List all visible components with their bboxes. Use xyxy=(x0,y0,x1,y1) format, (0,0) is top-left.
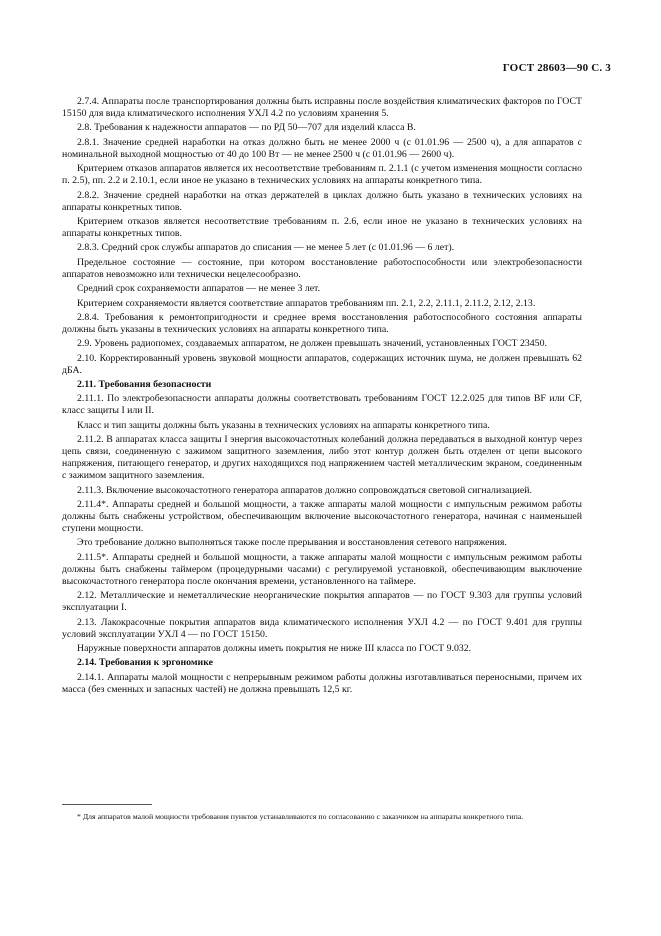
paragraph-2-11-5: 2.11.5*. Аппараты средней и большой мощности, а также аппараты малой мощности с импульсным режимом работы должны быть снабжены таймером (процедурными часами) с регулируемой установкой, обеспечивающим выключение высокочастотного генератора после окончания времени, установленного на таймере. xyxy=(62,551,582,587)
paragraph-2-7-4: 2.7.4. Аппараты после транспортирования должны быть исправны после воздействия климатических факторов по ГОСТ 15150 для вида климатического исполнения УХЛ 4.2 по условиям хранения 5. xyxy=(62,96,582,119)
paragraph-2-13: 2.13. Лакокрасочные покрытия аппаратов вида климатического исполнения УХЛ 4.2 — по ГОСТ 9.401 для группы условий эксплуатации УХЛ 4 — по ГОСТ 15150. xyxy=(62,616,582,640)
paragraph-storage-criterion: Критерием сохраняемости является соответствие аппаратов требованиям пп. 2.1, 2.2, 2.11.1, 2.11.2, 2.12, 2.13. xyxy=(77,297,536,309)
paragraph-2-9: 2.9. Уровень радиопомех, создаваемых аппаратом, не должен превышать значений, установленных ГОСТ 23450. xyxy=(77,338,547,350)
footnote-divider xyxy=(62,804,152,805)
paragraph-failure-criterion-2: Критерием отказов является несоответствие требованиям п. 2.6, если иное не указано в технических условиях на аппараты конкретных типов. xyxy=(62,215,582,239)
paragraph-2-11-4: 2.11.4*. Аппараты средней и большой мощности, а также аппараты малой мощности с импульсным режимом работы должны быть снабжены устройством, обеспечивающим включение высокочастотного генератора, начиная с наименьшей ступени мощности. xyxy=(62,499,582,535)
paragraph-2-8-3: 2.8.3. Средний срок службы аппаратов до списания — не менее 5 лет (с 01.01.96 — 6 лет). xyxy=(77,242,455,254)
page-header: ГОСТ 28603—90 С. 3 xyxy=(502,62,611,74)
document-body xyxy=(62,96,582,698)
paragraph-2-8: 2.8. Требования к надежности аппаратов — по РД 50—707 для изделий класса В. xyxy=(77,122,416,134)
paragraph-2-8-1: 2.8.1. Значение средней наработки на отказ должно быть не менее 2000 ч (с 01.01.96 — 2500 ч), а для аппаратов с номинальной выходной мощностью от 40 до 100 Вт — не менее 2500 ч (с 01.01.96 — 2600 ч). xyxy=(62,136,582,160)
footnote: * Для аппаратов малой мощности требования пунктов устанавливаются по согласованию с заказчиком на аппараты конкретного типа. xyxy=(77,812,524,821)
paragraph-protection-class: Класс и тип защиты должны быть указаны в технических условиях на аппараты конкретного типа. xyxy=(77,419,490,431)
paragraph-2-8-4: 2.8.4. Требования к ремонтопригодности и среднее время восстановления работоспособного состояния аппараты должны быть указаны в технических условиях на аппараты конкретного типа. xyxy=(62,311,582,335)
paragraph-2-11-2: 2.11.2. В аппаратах класса защиты I энергия высокочастотных колебаний должна передаваться в выходной контур через цепь связи, соединенную с зажимом защитного заземления, либо этот контур должен быть отделен от цепи высокого напряжения, питающего генератор, и других находящихся под напряжением частей металлическим экраном, соединенным с зажимом защитного заземления. xyxy=(62,434,582,482)
paragraph-outer-surfaces: Наружные поверхности аппаратов должны иметь покрытия не ниже III класса по ГОСТ 9.032. xyxy=(77,642,472,654)
section-heading-ergonomics: 2.14. Требования к эргономике xyxy=(77,657,213,669)
paragraph-2-8-2: 2.8.2. Значение средней наработки на отказ держателей в циклах должно быть указано в технических условиях на аппараты конкретных типов. xyxy=(62,189,582,213)
paragraph-2-10: 2.10. Корректированный уровень звуковой мощности аппаратов, содержащих источник шума, не должен превышать 62 дБА. xyxy=(62,352,582,376)
section-heading-safety: 2.11. Требования безопасности xyxy=(77,379,212,391)
paragraph-storage-term: Средний срок сохраняемости аппаратов — не менее 3 лет. xyxy=(77,283,321,295)
paragraph-failure-criterion: Критерием отказов аппаратов является их несоответствие требованиям п. 2.1.1 (с учетом изменения мощности согласно п. 2.5), пп. 2.2 и 2.10.1, если иное не указано в технических условиях на аппараты конкретного типа. xyxy=(62,163,582,187)
paragraph-mains-restore: Это требование должно выполняться также после прерывания и восстановления сетевого напряжения. xyxy=(77,537,507,549)
paragraph-2-11-3: 2.11.3. Включение высокочастотного генератора аппаратов должно сопровождаться световой сигнализацией. xyxy=(77,484,532,496)
paragraph-2-14-1: 2.14.1. Аппараты малой мощности с непрерывным режимом работы должны изготавливаться переносными, причем их масса (без сменных и запасных частей) не должна превышать 12,5 кг. xyxy=(62,671,582,695)
paragraph-limit-state: Предельное состояние — состояние, при котором восстановление работоспособности или электробезопасности аппаратов невозможно или технически нецелесообразно. xyxy=(62,256,582,280)
paragraph-2-11-1: 2.11.1. По электробезопасности аппараты должны соответствовать требованиям ГОСТ 12.2.025 для типов BF или CF, класс защиты I или II. xyxy=(62,393,582,417)
paragraph-2-12: 2.12. Металлические и неметаллические неорганические покрытия аппаратов — по ГОСТ 9.303 для группы условий эксплуатации I. xyxy=(62,590,582,614)
